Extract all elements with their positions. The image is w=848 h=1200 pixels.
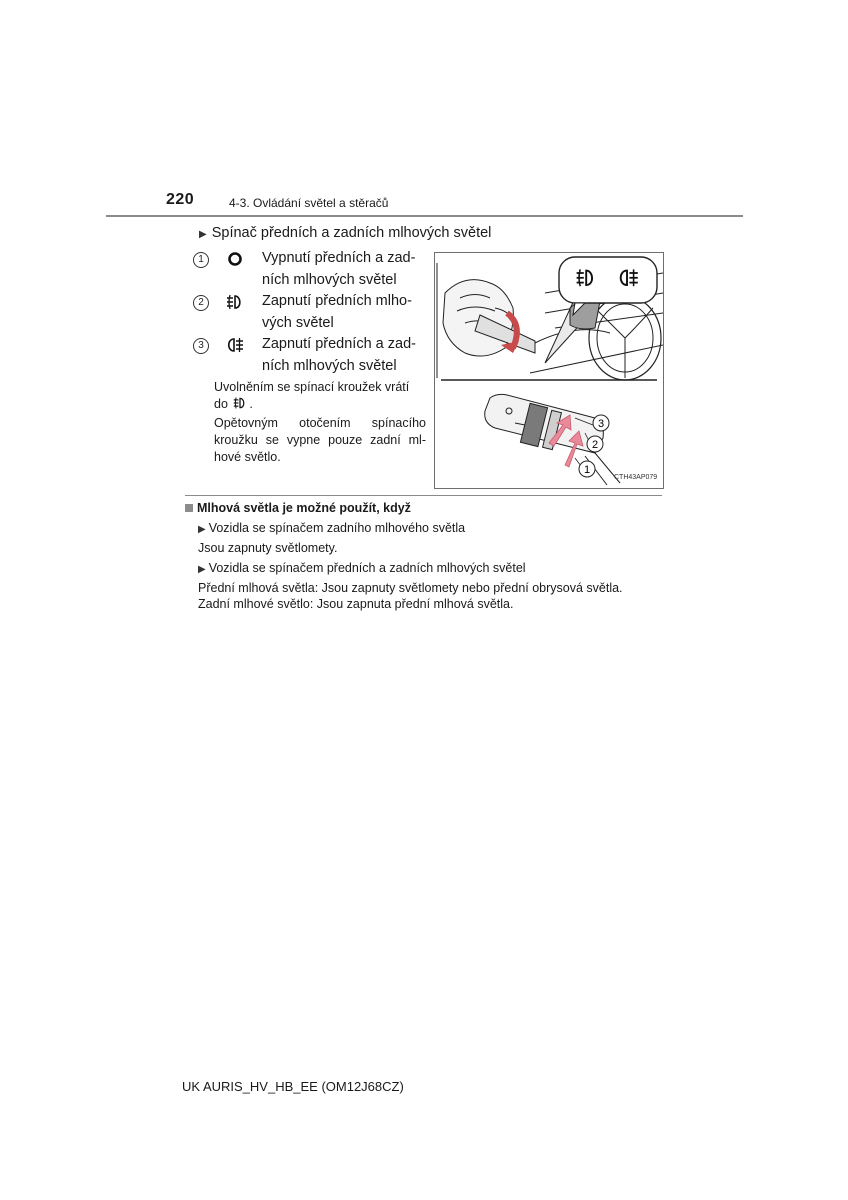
repeat-note [214, 415, 426, 466]
page-number: 220 [166, 191, 195, 208]
callout-3: 3 [597, 418, 605, 430]
section-divider [185, 495, 662, 496]
off-ring-icon [224, 250, 246, 268]
square-bullet-icon [185, 504, 193, 512]
condition-1-label [198, 519, 465, 539]
release-note-line1: Uvolněním se spínací kroužek vrátí [214, 380, 410, 394]
callout-2: 2 [591, 439, 599, 451]
repeat-note-line1: Opětovným otočením spínacího [214, 416, 426, 430]
item-3-line1: Zapnutí předních a zad- [262, 336, 416, 352]
triangle-bullet-icon: ▶ [198, 564, 206, 575]
figure-caption: CTH43AP079 [614, 474, 658, 481]
item-number-1: 1 [193, 252, 209, 268]
switch-illustration [435, 253, 663, 488]
callout-1: 1 [583, 464, 591, 476]
repeat-note-line3: hové světlo. [214, 450, 281, 464]
condition-1-text: Jsou zapnuty světlomety. [198, 541, 338, 555]
section-title: 4-3. Ovládání světel a stěračů [229, 196, 389, 210]
triangle-bullet-icon: ▶ [198, 524, 206, 535]
triangle-bullet-icon: ▶ [199, 229, 207, 240]
item-1-text [262, 248, 430, 291]
release-note [214, 379, 426, 413]
subheading-text: Spínač předních a zadních mlhových světel [211, 225, 492, 241]
header-rule [106, 215, 743, 217]
item-number-2: 2 [193, 295, 209, 311]
subheading [199, 225, 491, 241]
front-fog-light-icon [224, 293, 246, 311]
release-note-suffix: . [249, 397, 253, 411]
item-3-text [262, 334, 430, 377]
item-2-line1: Zapnutí předních mlho- [262, 293, 412, 309]
conditions-title: Mlhová světla je možné použít, když [197, 501, 411, 515]
condition-2-text-line2: Zadní mlhové světlo: Jsou zapnuta přední mlhová světla. [198, 597, 514, 611]
condition-1-label-text: Vozidla se spínačem zadního mlhového světla [208, 521, 466, 535]
item-number-3: 3 [193, 338, 209, 354]
release-note-line2 [214, 396, 426, 413]
item-1-line1: Vypnutí předních a zad- [262, 250, 416, 266]
condition-2-label-text: Vozidla se spínačem předních a zadních mlhových světel [208, 561, 526, 575]
repeat-note-line2: kroužku se vypne pouze zadní ml- [214, 433, 426, 447]
item-2-text [262, 291, 430, 334]
release-note-prefix: do [214, 397, 228, 411]
item-3-line2: ních mlhových světel [262, 357, 397, 374]
condition-2-text-line1: Přední mlhová světla: Jsou zapnuty světlomety nebo přední obrysová světla. [198, 581, 623, 595]
rear-fog-light-icon [224, 336, 246, 354]
item-1-line2: ních mlhových světel [262, 271, 397, 288]
item-2-line2: vých světel [262, 314, 334, 331]
condition-2-label [198, 559, 526, 579]
front-fog-light-icon [231, 396, 249, 410]
footer-code: UK AURIS_HV_HB_EE (OM12J68CZ) [182, 1079, 404, 1094]
fog-light-switch-figure [434, 252, 664, 489]
conditions-heading [185, 501, 411, 515]
